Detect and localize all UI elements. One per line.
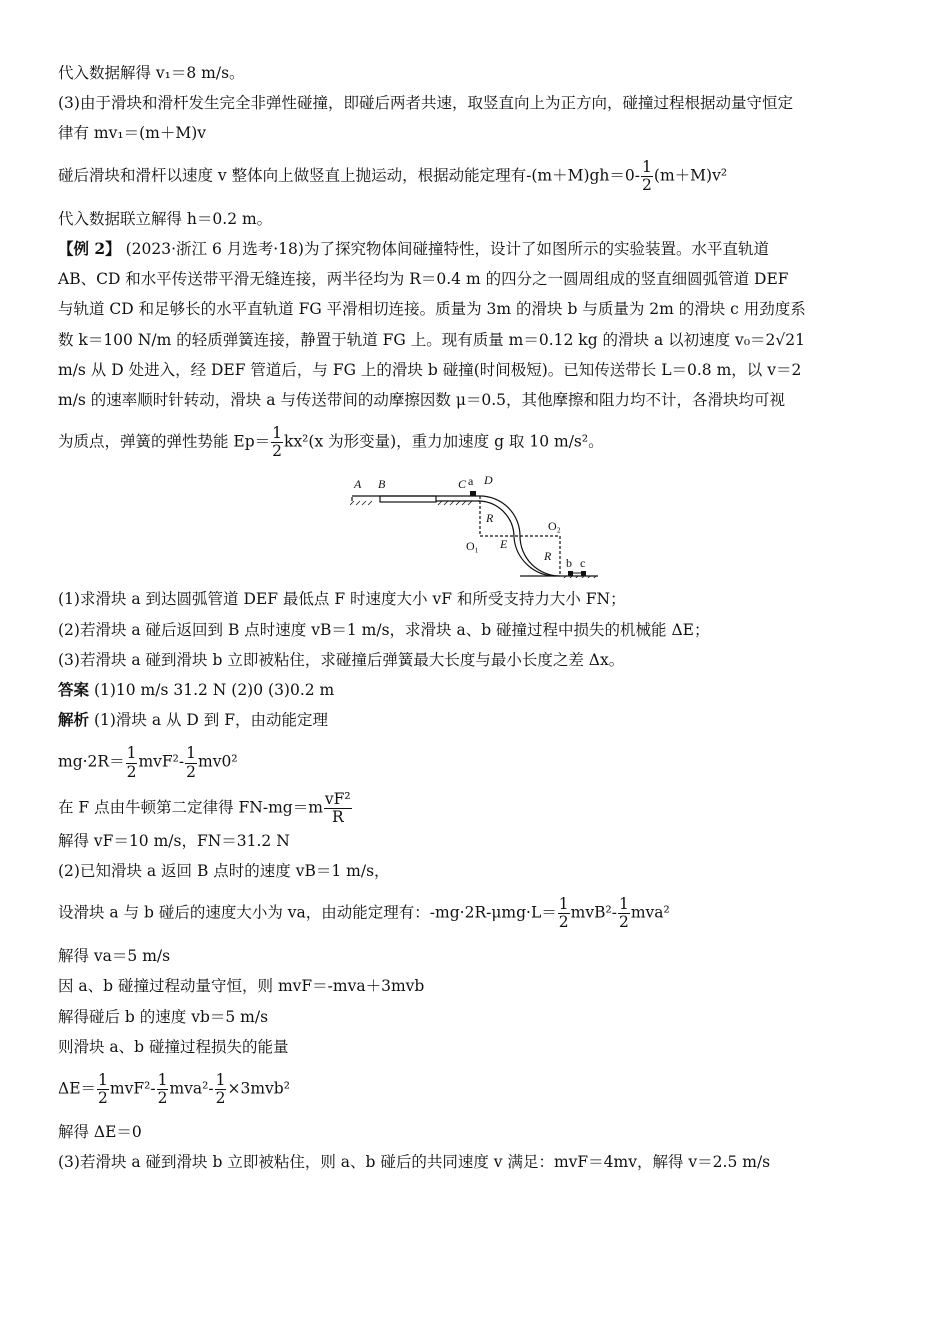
text-line: 解得 va＝5 m/s [58, 947, 171, 966]
formula-line: 碰后滑块和滑杆以速度 v 整体向上做竖直上抛运动，根据动能定理有-(m＋M)gh＝0- $\frac{1}{2}$ (m＋M)v² [58, 157, 728, 194]
fraction: $\frac{1}{2}$ [98, 1071, 108, 1108]
text-line: m/s 的速率顺时针转动，滑块 a 与传送带间的动摩擦因数 μ＝0.5，其他摩擦和阻力均不计，各滑块均可视 [58, 391, 786, 410]
formula-line: ΔE＝ $\frac{1}{2}$ mvF²- $\frac{1}{2}$ mva²- $\frac{1}{2}$ ×3mvb² [58, 1071, 290, 1108]
text-line: AB、CD 和水平传送带平滑无缝连接，两半径均为 R＝0.4 m 的四分之一圆周组成的竖直细圆弧管道 DEF [58, 270, 789, 289]
text-line: 解得 ΔE＝0 [58, 1123, 142, 1142]
text-line: 与轨道 CD 和足够长的水平直轨道 FG 平滑相切连接。质量为 3m 的滑块 b 与质量为 2m 的滑块 c 用劲度系 [58, 300, 806, 319]
question-2: (2)若滑块 a 碰后返回到 B 点时速度 vB＝1 m/s，求滑块 a、b 碰撞过程中损失的机械能 ΔE； [58, 620, 710, 639]
text-line: (3)由于滑块和滑杆发生完全非弹性碰撞，即碰后两者共速，取竖直向上为正方向，碰撞过程根据动量守恒定 [58, 94, 793, 113]
example-tag: 【例 2】 [58, 238, 121, 258]
slider-b [568, 571, 573, 576]
slider-c [581, 571, 586, 576]
formula-line: 在 F 点由牛顿第二定律得 FN-mg＝m $\frac{\text{vF²}}{R}$ [58, 789, 351, 826]
label-O2: O₂ [548, 519, 561, 534]
fraction: $\frac{1}{2}$ [558, 895, 569, 932]
label-c: c [580, 556, 586, 571]
text-line: 则滑块 a、b 碰撞过程损失的能量 [58, 1037, 289, 1056]
text-line: 因 a、b 碰撞过程动量守恒，则 mvF＝-mva＋3mvb [58, 977, 425, 996]
fraction: $\frac{1}{2}$ [186, 744, 197, 781]
text-line: 数 k＝100 N/m 的轻质弹簧连接，静置于轨道 FG 上。现有质量 m＝0.12 kg 的滑块 a 以初速度 v₀＝2√21 [58, 330, 805, 349]
label-a: a [468, 474, 474, 489]
text-line: 律有 mv₁＝(m＋M)v [58, 124, 207, 143]
fraction: $\frac{1}{2}$ [272, 424, 283, 461]
text-line: 代入数据联立解得 h＝0.2 m。 [58, 209, 273, 228]
label-E: E [500, 537, 508, 552]
text-line: (3)若滑块 a 碰到滑块 b 立即被粘住，则 a、b 碰后的共同速度 v 满足：mvF＝4mv，解得 v＝2.5 m/s [58, 1153, 771, 1172]
fraction: $\frac{\text{vF²}}{R}$ [324, 789, 351, 826]
label-D: D [484, 473, 493, 488]
label-B: B [378, 477, 386, 492]
analysis-line: 解析 (1)滑块 a 从 D 到 F，由动能定理 [58, 710, 328, 730]
text-line: (2)已知滑块 a 返回 B 点时的速度 vB＝1 m/s， [58, 861, 390, 880]
fraction: $\frac{1}{2}$ [126, 744, 137, 781]
apparatus-diagram [350, 468, 600, 578]
document-page [58, 58, 898, 1178]
label-b: b [566, 556, 572, 571]
answer-label: 答案 [58, 680, 90, 700]
fraction: $\frac{1}{2}$ [157, 1071, 168, 1108]
slider-a [470, 491, 476, 496]
fraction: $\frac{1}{2}$ [618, 895, 629, 932]
text-line: 解得 vF＝10 m/s，FN＝31.2 N [58, 831, 290, 850]
formula-line: mg·2R＝ $\frac{1}{2}$ mvF²- $\frac{1}{2}$ mv0² [58, 744, 238, 781]
formula-line: 设滑块 a 与 b 碰后的速度大小为 va，由动能定理有：-mg·2R-μmg·L＝ $\frac{1}{2}$ mvB²- $\frac{1}{2}$ mva² [58, 895, 670, 932]
question-3: (3)若滑块 a 碰到滑块 b 立即被粘住，求碰撞后弹簧最大长度与最小长度之差 Δx。 [58, 650, 625, 669]
label-A: A [354, 477, 362, 492]
example-heading: 【例 2】 (2023·浙江 6 月选考·18)为了探究物体间碰撞特性，设计了如图所示的实验装置。水平直轨道 [58, 238, 769, 258]
conveyor-belt [380, 496, 436, 502]
question-1: (1)求滑块 a 到达圆弧管道 DEF 最低点 F 时速度大小 vF 和所受支持力大小 FN； [58, 590, 626, 609]
label-C: C [458, 477, 467, 492]
text-line: 代入数据解得 v₁＝8 m/s。 [58, 64, 245, 82]
experiment-figure [58, 468, 898, 578]
analysis-label: 解析 [58, 710, 90, 730]
fraction: $\frac{1}{2}$ [215, 1071, 226, 1108]
text-line: m/s 从 D 处进入，经 DEF 管道后，与 FG 上的滑块 b 碰撞(时间极短)。已知传送带长 L＝0.8 m，以 v＝2 [58, 360, 802, 379]
label-O1: O₁ [466, 539, 479, 554]
formula-line: 为质点，弹簧的弹性势能 Ep＝ $\frac{1}{2}$ kx²(x 为形变量)，重力加速度 g 取 10 m/s²。 [58, 424, 604, 461]
label-R-lower: R [544, 549, 552, 564]
answer-line: 答案 (1)10 m/s 31.2 N (2)0 (3)0.2 m [58, 680, 335, 700]
label-R-upper: R [486, 511, 494, 526]
fraction: $\frac{1}{2}$ [642, 157, 652, 194]
text-line: 解得碰后 b 的速度 vb＝5 m/s [58, 1007, 269, 1026]
